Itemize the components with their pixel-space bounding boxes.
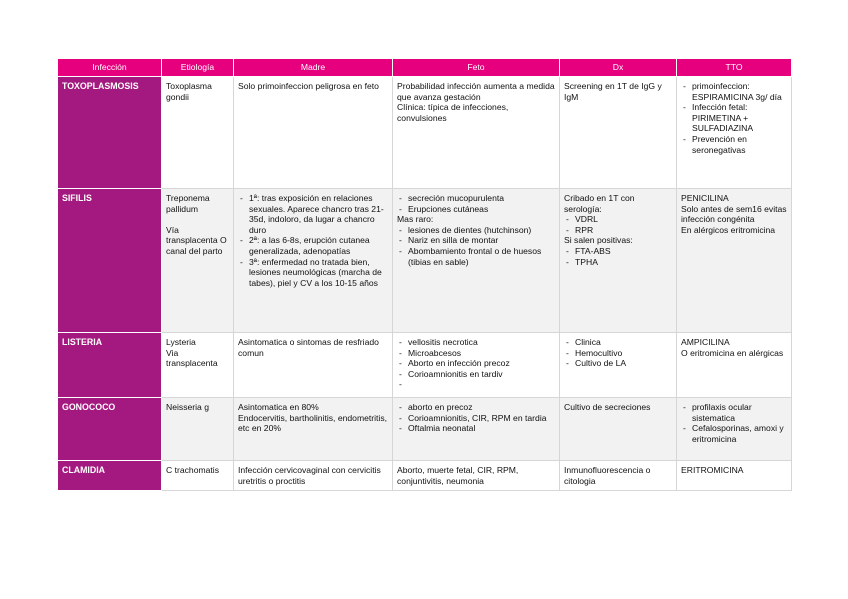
dx-cell [560, 189, 677, 333]
bullet-list [397, 402, 555, 434]
table-row [58, 77, 792, 189]
bullet-item: - 1ª: tras exposición en relaciones sexuales. Aparece chancro tras 21-35d, indoloro, da lugar a chancro duro [238, 193, 388, 235]
tto-cell [677, 398, 792, 461]
infections-table [57, 58, 792, 491]
cell-text: ERITROMICINA [681, 465, 744, 475]
infection-name-cell: CLAMIDIA [58, 461, 162, 491]
cell-text: En alérgicos eritromicina [681, 224, 776, 235]
bullet-item: - Prevención en seronegativas [681, 134, 787, 155]
cell-text: Toxoplasma gondii [166, 81, 212, 102]
bullet-item: - 2ª: a las 6-8s, erupción cutanea generalizada, adenopatías [238, 235, 388, 256]
dx-cell [560, 333, 677, 398]
cell-text: Infección cervicovaginal con cervicitis uretritis o proctitis [238, 465, 381, 486]
bullet-item: - Abombamiento frontal o de huesos (tibias en sable) [397, 246, 555, 267]
feto-cell [393, 461, 560, 491]
cell-text: Screening en 1T de IgG y IgM [564, 81, 662, 102]
bullet-item: - Microabcesos [397, 348, 555, 359]
bullet-item: - primoinfeccion: ESPIRAMICINA 3g/ día [681, 81, 787, 102]
cell-text: Treponema pallidum [166, 193, 210, 214]
table-row [58, 461, 792, 491]
feto-cell [393, 333, 560, 398]
tto-cell [677, 189, 792, 333]
bullet-item: - FTA-ABS [564, 246, 672, 257]
bullet-list [397, 337, 555, 390]
cell-text: Solo primoinfeccion peligrosa en feto [238, 81, 379, 91]
bullet-item: - vellositis necrotica [397, 337, 555, 348]
bullet-item: - Oftalmia neonatal [397, 423, 555, 434]
bullet-item: - RPR [564, 225, 672, 236]
etiologia-cell [162, 398, 234, 461]
bullet-item: - Hemocultivo [564, 348, 672, 359]
dx-cell [560, 398, 677, 461]
cell-text: AMPICILINA [681, 337, 730, 347]
cell-text: Mas raro: [397, 214, 434, 225]
infection-name-cell: SIFILIS [58, 189, 162, 333]
feto-cell [393, 398, 560, 461]
infection-name-cell: TOXOPLASMOSIS [58, 77, 162, 189]
bullet-item: - Infección fetal: PIRIMETINA + SULFADIAZINA [681, 102, 787, 134]
cell-text: Probabilidad infección aumenta a medida que avanza gestación [397, 81, 555, 102]
cell-text: O eritromicina en alérgicas [681, 347, 784, 358]
cell-text: Lysteria [166, 337, 196, 347]
cell-text: Clínica: típica de infecciones, convulsiones [397, 102, 509, 123]
table-row [58, 333, 792, 398]
tto-cell [677, 77, 792, 189]
bullet-list [397, 193, 555, 214]
header-etiologia: Etiología [162, 59, 234, 77]
cell-text: Neisseria g [166, 402, 209, 412]
madre-cell [234, 398, 393, 461]
bullet-item: - Nariz en silla de montar [397, 235, 555, 246]
feto-cell [393, 77, 560, 189]
bullet-item: - secreción mucopurulenta [397, 193, 555, 204]
header-dx: Dx [560, 59, 677, 77]
bullet-item: - Cultivo de LA [564, 358, 672, 369]
bullet-list [681, 402, 787, 444]
cell-text: Aborto, muerte fetal, CIR, RPM, conjuntivitis, neumonia [397, 465, 519, 486]
bullet-item: - lesiones de dientes (hutchinson) [397, 225, 555, 236]
dx-cell [560, 77, 677, 189]
table-row [58, 189, 792, 333]
madre-cell [234, 333, 393, 398]
tto-cell [677, 333, 792, 398]
bullet-item [397, 379, 555, 390]
header-feto: Feto [393, 59, 560, 77]
header-tto: TTO [677, 59, 792, 77]
bullet-item: - aborto en precoz [397, 402, 555, 413]
feto-cell [393, 189, 560, 333]
bullet-list [681, 81, 787, 155]
cell-text: Si salen positivas: [564, 235, 633, 246]
cell-text: Cultivo de secreciones [564, 402, 651, 412]
madre-cell [234, 77, 393, 189]
bullet-list [397, 225, 555, 267]
bullet-item: - TPHA [564, 257, 672, 268]
etiologia-cell [162, 77, 234, 189]
infection-name-cell: LISTERIA [58, 333, 162, 398]
etiologia-cell [162, 189, 234, 333]
bullet-list [564, 214, 672, 235]
header-infeccion: Infección [58, 59, 162, 77]
bullet-item: - Erupciones cutáneas [397, 204, 555, 215]
cell-text: PENICILINA [681, 193, 729, 203]
etiologia-cell [162, 461, 234, 491]
cell-text: Asintomatica o sintomas de resfriado comun [238, 337, 379, 358]
madre-cell [234, 189, 393, 333]
dx-cell [560, 461, 677, 491]
cell-text: Via transplacenta [166, 347, 218, 369]
bullet-item: - Corioamnionitis, CIR, RPM en tardia [397, 413, 555, 424]
bullet-list [564, 246, 672, 267]
cell-text: Cribado en 1T con serología: [564, 193, 635, 214]
bullet-item: - Clinica [564, 337, 672, 348]
cell-text: Asintomatica en 80% [238, 402, 319, 412]
table-header [58, 59, 792, 77]
bullet-list [564, 337, 672, 369]
cell-text: Inmunofluorescencia o citologia [564, 465, 651, 486]
table-body [58, 77, 792, 491]
header-madre: Madre [234, 59, 393, 77]
bullet-item: - 3ª: enfermedad no tratada bien, lesiones neumológicas (marcha de tabes), piel y CV a los 10-15 años [238, 257, 388, 289]
table-row [58, 398, 792, 461]
infection-name-cell: GONOCOCO [58, 398, 162, 461]
bullet-item: - profilaxis ocular sistematica [681, 402, 787, 423]
cell-text: Vía transplacenta O canal del parto [166, 224, 227, 256]
tto-cell [677, 461, 792, 491]
bullet-item: - Cefalosporinas, amoxi y eritromicina [681, 423, 787, 444]
cell-text: Endocervitis, bartholinitis, endometritis, etc en 20% [238, 412, 388, 434]
cell-text: C trachomatis [166, 465, 220, 475]
etiologia-cell [162, 333, 234, 398]
spacer [166, 214, 229, 225]
bullet-item: - Corioamnionitis en tardiv [397, 369, 555, 380]
header-row [58, 59, 792, 77]
bullet-item: - Aborto en infección precoz [397, 358, 555, 369]
bullet-item: - VDRL [564, 214, 672, 225]
cell-text: Solo antes de sem16 evitas infección congénita [681, 203, 787, 225]
bullet-list [238, 193, 388, 288]
madre-cell [234, 461, 393, 491]
